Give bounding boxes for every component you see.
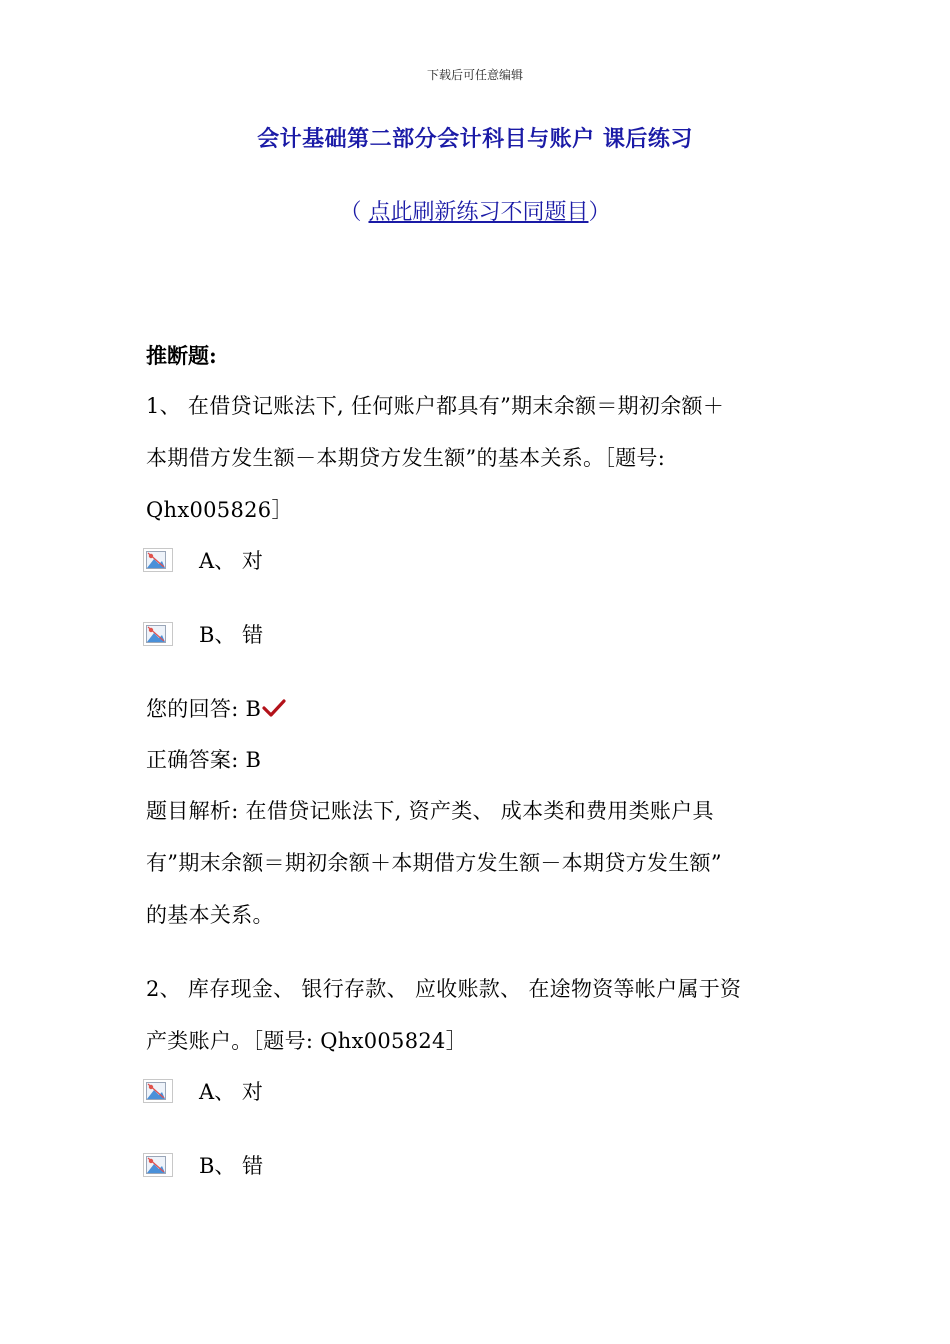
- option-label: A、 对: [199, 1080, 263, 1104]
- question-2-line-2: 产类账户。［题号: Qhx005824］: [146, 1029, 467, 1053]
- broken-image-icon[interactable]: [143, 1153, 173, 1177]
- analysis-line-3: 的基本关系。: [146, 903, 274, 927]
- refresh-line: [0, 195, 950, 226]
- analysis-line-1: 题目解析: 在借贷记账法下, 资产类、 成本类和费用类账户具: [146, 799, 714, 823]
- question-2-option-a[interactable]: [143, 1076, 263, 1106]
- question-1-option-b[interactable]: [143, 619, 263, 649]
- question-1-line-1: 1、 在借贷记账法下, 任何账户都具有”期末余额＝期初余额＋: [146, 394, 725, 418]
- refresh-close-paren: ）: [588, 200, 611, 225]
- question-2-line-1: 2、 库存现金、 银行存款、 应收账款、 在途物资等帐户属于资: [146, 977, 742, 1001]
- question-1-line-2: 本期借方发生额－本期贷方发生额”的基本关系。［题号:: [146, 446, 666, 470]
- broken-image-icon[interactable]: [143, 1079, 173, 1103]
- question-1-option-a[interactable]: [143, 545, 263, 575]
- your-answer-text: 您的回答: B: [146, 697, 262, 721]
- question-2-option-b[interactable]: [143, 1150, 263, 1180]
- question-1-line-3: Qhx005826］: [146, 498, 293, 522]
- analysis-line-2: 有”期末余额＝期初余额＋本期借方发生额－本期贷方发生额”: [146, 851, 722, 875]
- header-note: 下载后可任意编辑: [426, 68, 523, 82]
- broken-image-icon[interactable]: [143, 548, 173, 572]
- broken-image-icon[interactable]: [143, 622, 173, 646]
- option-label: B、 错: [199, 1154, 264, 1178]
- refresh-link[interactable]: 点此刷新练习不同题目: [368, 200, 589, 225]
- correct-answer: 正确答案: B: [146, 748, 262, 772]
- your-answer: [146, 693, 286, 723]
- option-label: A、 对: [199, 549, 263, 573]
- option-label: B、 错: [199, 623, 264, 647]
- section-title: 推断题:: [146, 343, 217, 368]
- page-title: 会计基础第二部分会计科目与账户 课后练习: [257, 126, 693, 152]
- checkmark-icon: [262, 698, 286, 723]
- refresh-open-paren: （: [339, 200, 369, 225]
